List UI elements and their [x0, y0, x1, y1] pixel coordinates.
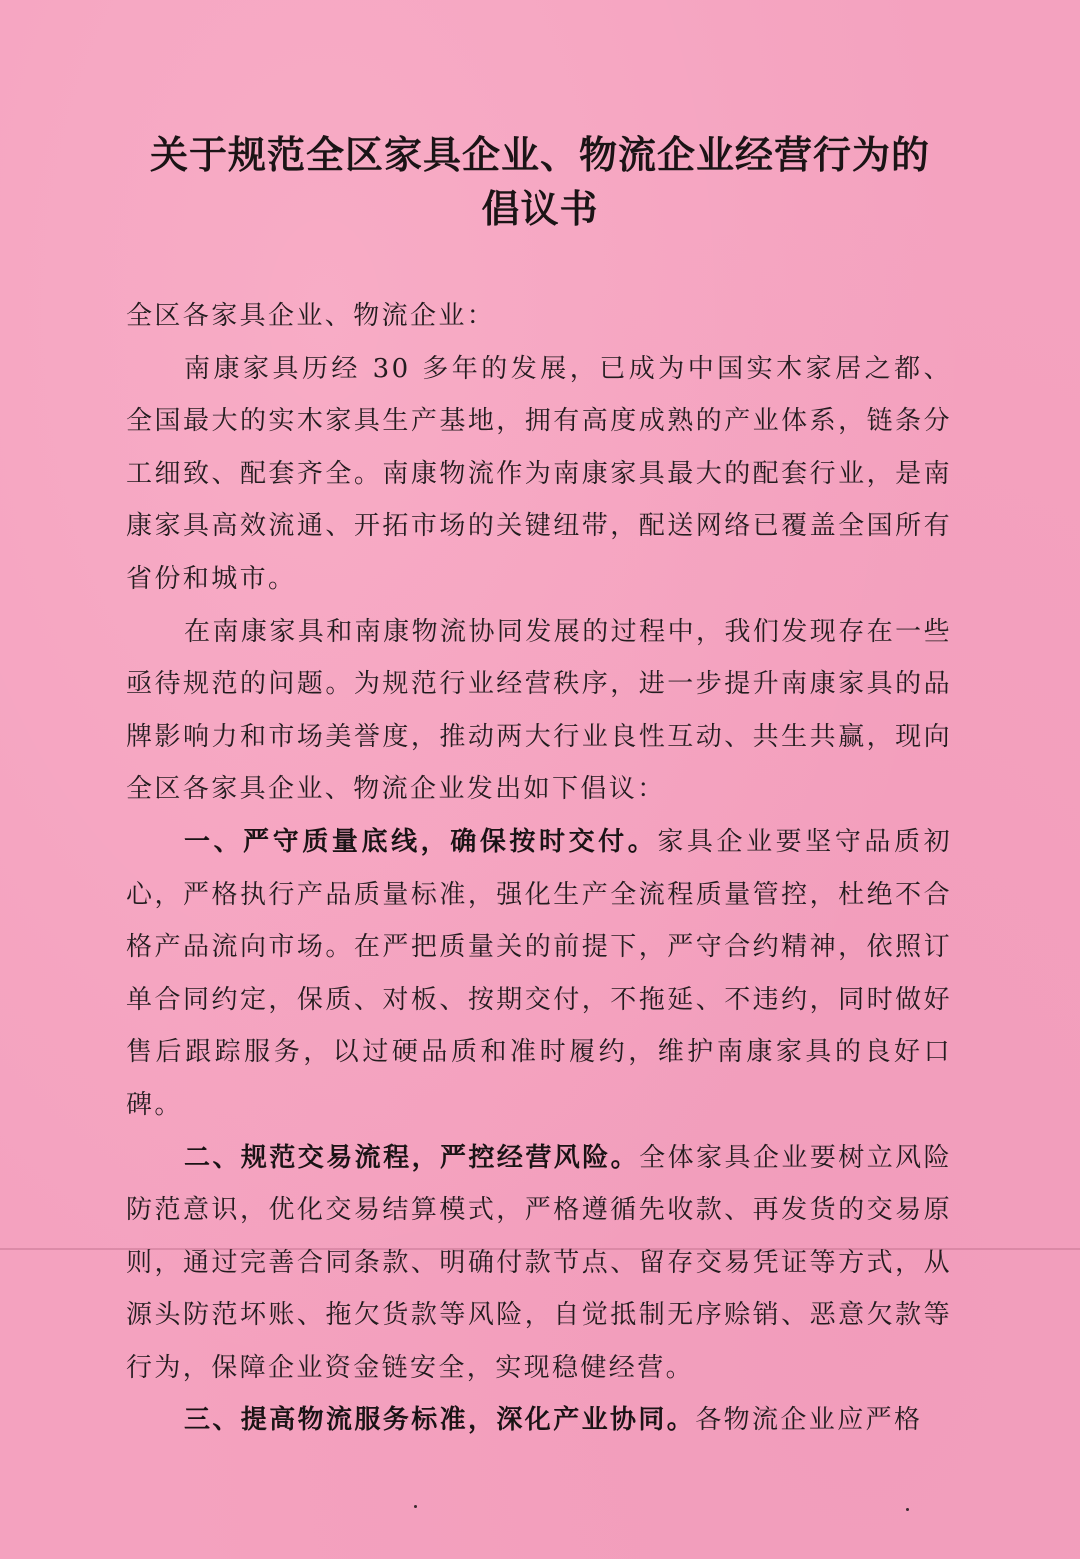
proposal-item-3	[126, 1394, 952, 1447]
title-line-2: 倡议书	[481, 187, 599, 231]
paper-speck	[906, 1508, 909, 1511]
item-1-text: 家具企业要坚守品质初心，严格执行产品质量标准，强化生产全流程质量管控，杜绝不合格产品流向市场。在严把质量关的前提下，严守合约精神，依照订单合同约定，保质、对板、按期交付，不拖延、不违约，同时做好售后跟踪服务，以过硬品质和准时履约，维护南康家具的良好口碑。	[126, 826, 952, 1120]
item-1-heading: 一、严守质量底线，确保按时交付。	[184, 826, 658, 857]
paragraph-intro: 南康家具历经 30 多年的发展，已成为中国实木家居之都、全国最大的实木家具生产基地，拥有高度成熟的产业体系，链条分工细致、配套齐全。南康物流作为南康家具最大的配套行业，是南康家具高效流通、开拓市场的关键纽带，配送网络已覆盖全国所有省份和城市。	[126, 353, 952, 594]
document-title	[100, 128, 980, 236]
item-3-heading: 三、提高物流服务标准，深化产业协同。	[184, 1405, 696, 1436]
item-3-text: 各物流企业应严格	[695, 1405, 923, 1436]
paper-speck	[414, 1505, 417, 1508]
title-line-1: 关于规范全区家具企业、物流企业经营行为的	[149, 133, 930, 177]
document-body	[126, 290, 952, 1447]
proposal-item-1	[126, 816, 952, 1132]
proposal-item-2	[126, 1132, 952, 1395]
item-2-heading: 二、规范交易流程，严控经营风险。	[184, 1142, 640, 1173]
paragraph-proposal: 在南康家具和南康物流协同发展的过程中，我们发现存在一些亟待规范的问题。为规范行业经营秩序，进一步提升南康家具的品牌影响力和市场美誉度，推动两大行业良性互动、共生共赢，现向全区各家具企业、物流企业发出如下倡议：	[126, 616, 952, 805]
salutation: 全区各家具企业、物流企业：	[126, 301, 496, 331]
item-2-text: 全体家具企业要树立风险防范意识，优化交易结算模式，严格遵循先收款、再发货的交易原则，通过完善合同条款、明确付款节点、留存交易凭证等方式，从源头防范坏账、拖欠货款等风险，自觉抵制无序赊销、恶意欠款等行为，保障企业资金链安全，实现稳健经营。	[126, 1142, 952, 1383]
